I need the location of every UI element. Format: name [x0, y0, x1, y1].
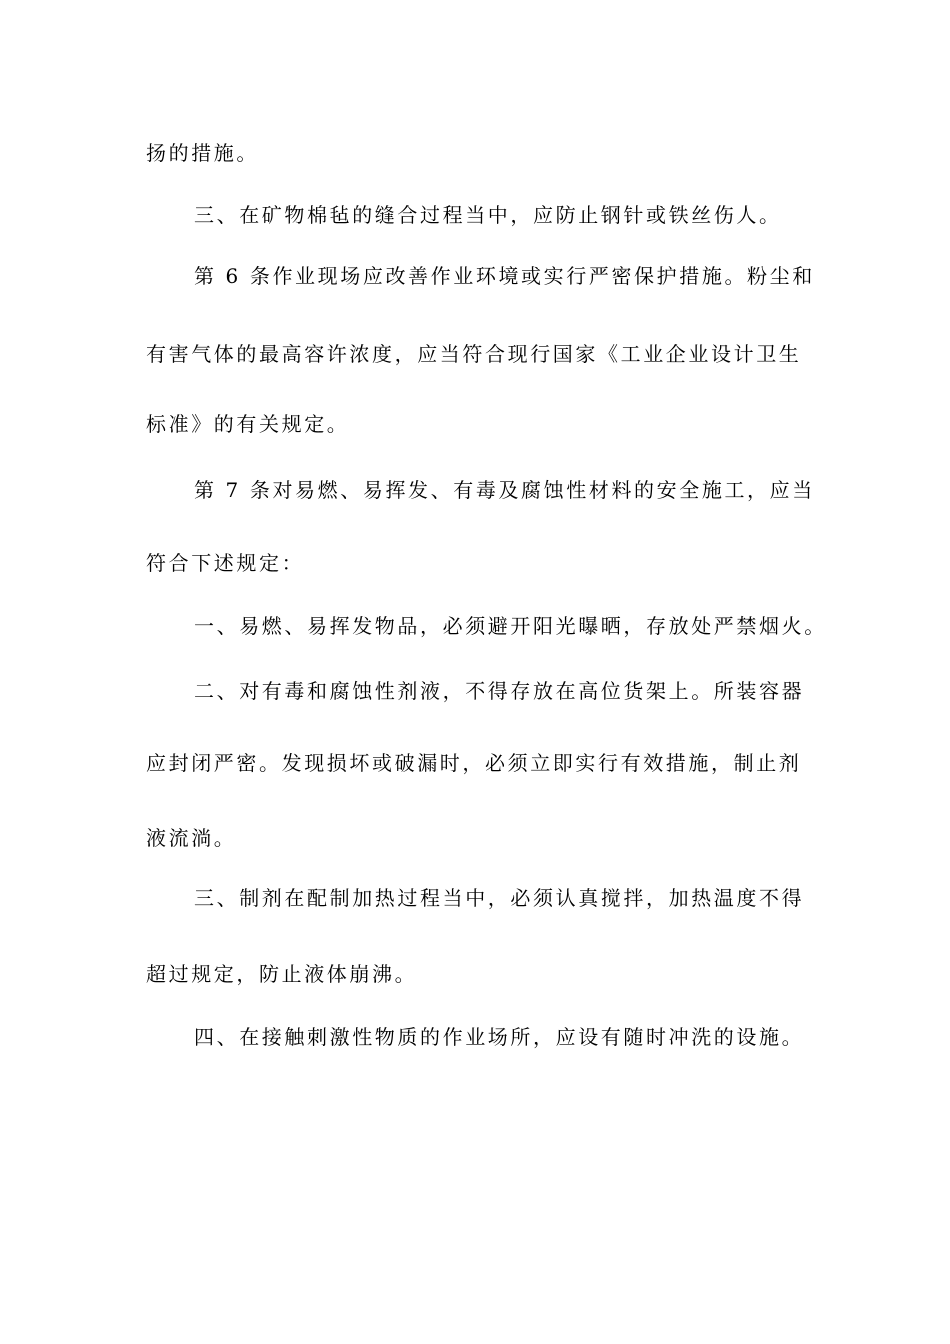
text-line: 三、制剂在配制加热过程当中，必须认真搅拌，加热温度不得 [194, 886, 805, 910]
text-line: 扬的措施。 [146, 141, 259, 165]
text-line: 符合下述规定： [146, 551, 305, 575]
text-line: 一、易燃、易挥发物品，必须避开阳光曝晒，存放处严禁烟火。 [194, 614, 827, 638]
text-line: 有害气体的最高容许浓度，应当符合现行国家《工业企业设计卫生 [146, 342, 802, 366]
text-line: 标准》的有关规定。 [146, 412, 350, 436]
text-line: 超过规定，防止液体崩沸。 [146, 962, 418, 986]
text-line: 第 6 条作业现场应改善作业环境或实行严密保护措施。粉尘和 [194, 264, 815, 288]
text-line: 三、在矿物棉毡的缝合过程当中，应防止钢针或铁丝伤人。 [194, 203, 782, 227]
text-line: 二、对有毒和腐蚀性剂液，不得存放在高位货架上。所装容器 [194, 679, 805, 703]
text-line: 第 7 条对易燃、易挥发、有毒及腐蚀性材料的安全施工，应当 [194, 478, 815, 502]
text-line: 四、在接触刺激性物质的作业场所，应设有随时冲洗的设施。 [194, 1025, 805, 1049]
text-line: 液流淌。 [146, 826, 237, 850]
text-line: 应封闭严密。发现损坏或破漏时，必须立即实行有效措施，制止剂 [146, 751, 802, 775]
